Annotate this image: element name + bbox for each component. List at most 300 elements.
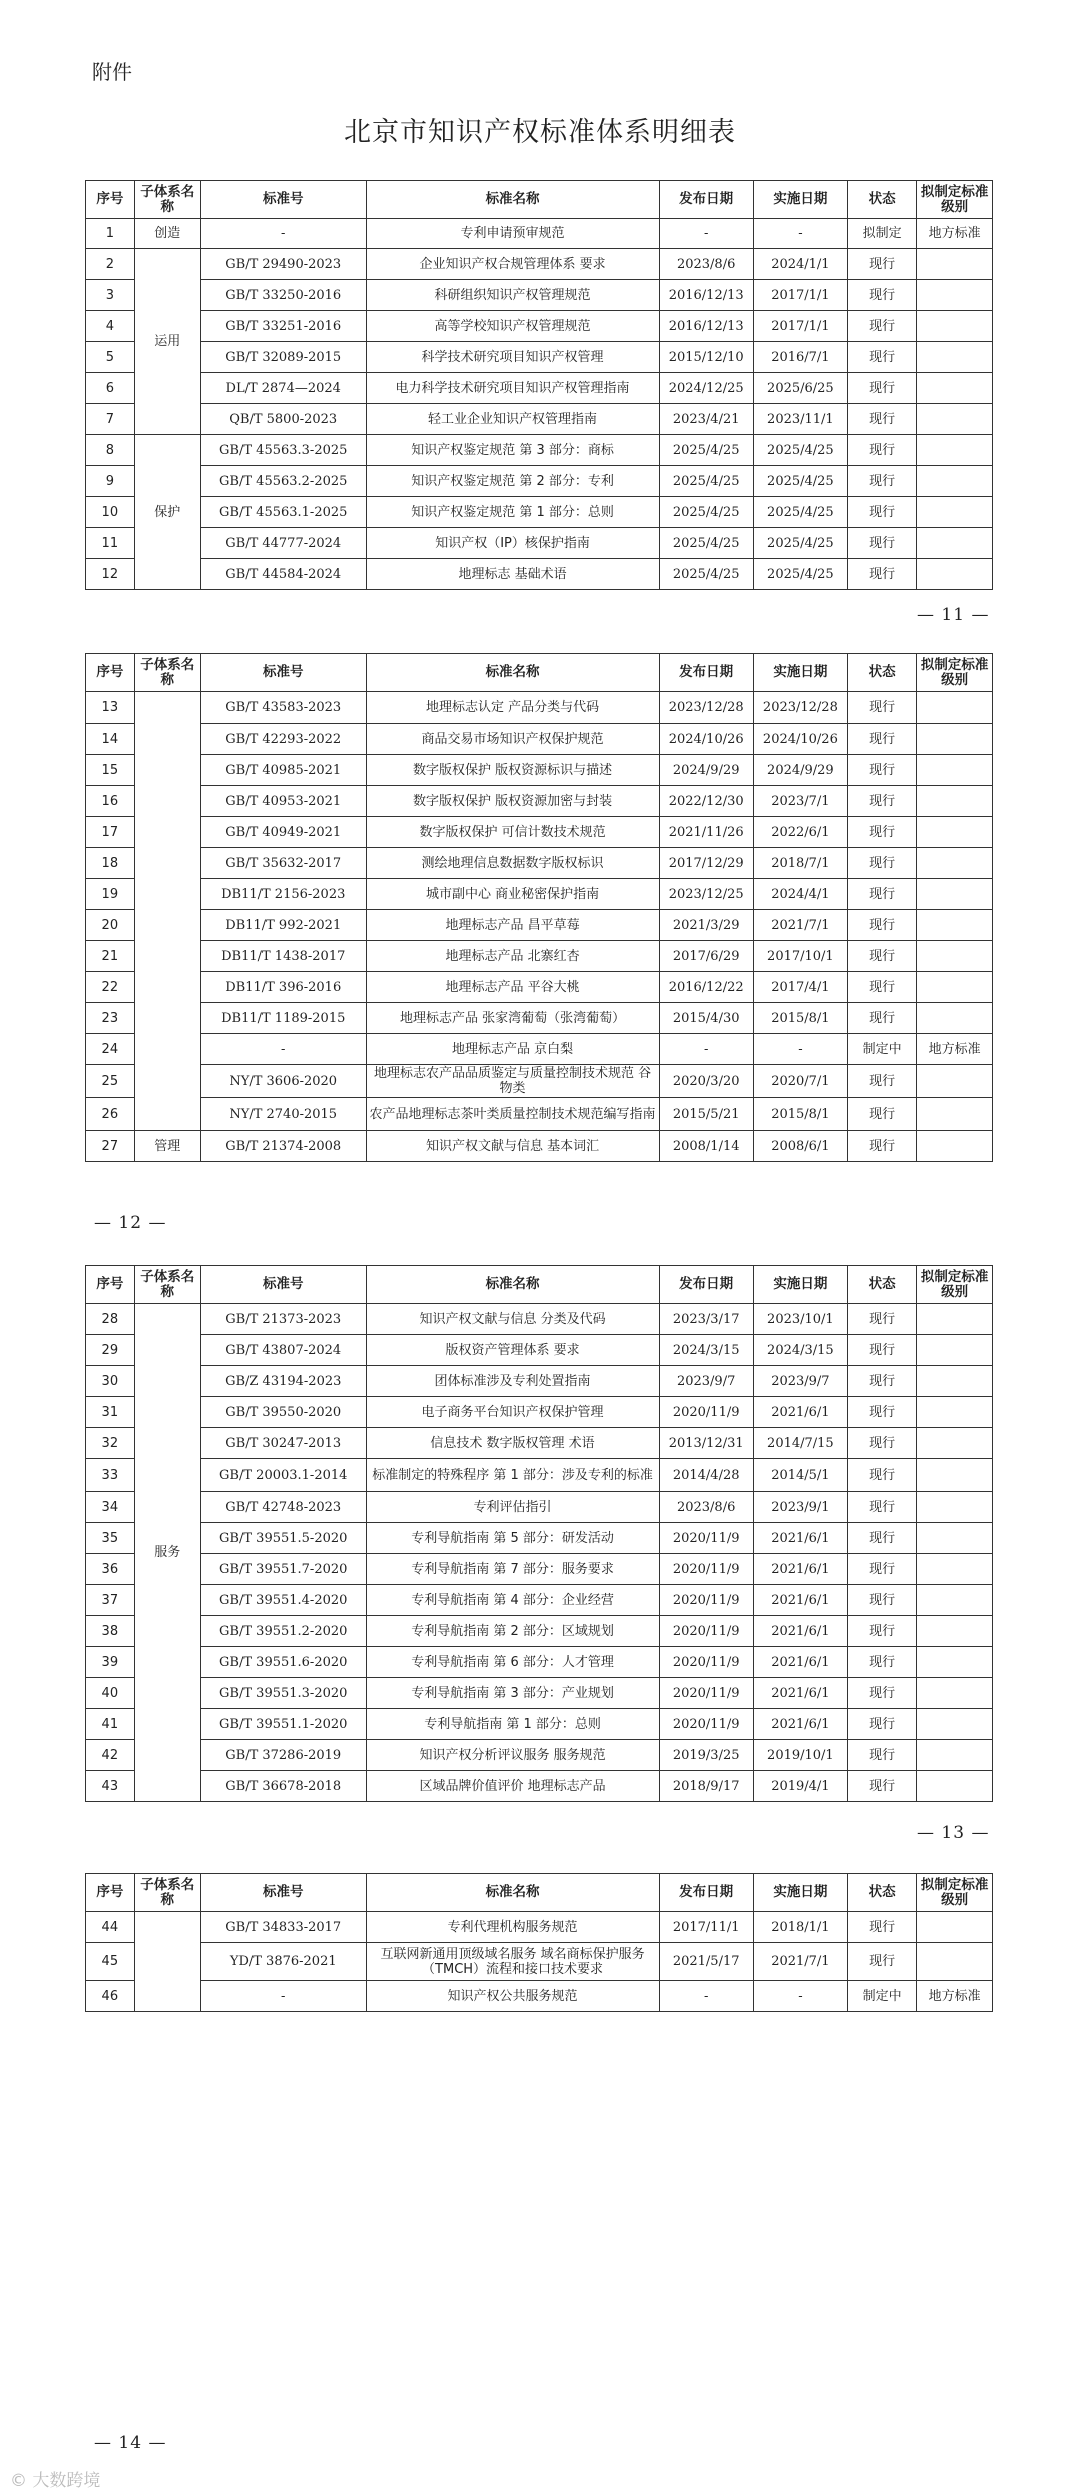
standard-code-cell: DL/T 2874—2024 [200,373,366,404]
seq-cell: 37 [86,1585,135,1616]
implement-date-cell: 2025/4/25 [753,559,847,590]
table-row [86,404,993,435]
standard-code-cell: GB/T 37286-2019 [200,1740,366,1771]
standard-code-cell: GB/T 40953-2021 [200,786,366,817]
seq-cell: 20 [86,910,135,941]
level-cell [917,1304,993,1335]
publish-date-cell: 2024/9/29 [659,755,753,786]
standard-code-cell: DB11/T 1189-2015 [200,1003,366,1034]
standard-code-cell: GB/T 42748-2023 [200,1492,366,1523]
standard-code-cell: GB/T 39550-2020 [200,1397,366,1428]
table-row [86,941,993,972]
table-row [86,1065,993,1098]
implement-date-cell: 2018/7/1 [753,848,847,879]
table-row [86,559,993,590]
standard-name-cell: 数字版权保护 版权资源标识与描述 [366,755,659,786]
status-cell: 现行 [848,724,917,755]
header-pub: 发布日期 [659,1266,753,1304]
seq-cell: 26 [86,1098,135,1131]
standard-name-cell: 区域品牌价值评价 地理标志产品 [366,1771,659,1802]
seq-cell: 45 [86,1943,135,1981]
table-header-row [86,1874,993,1912]
header-level: 拟制定标准级别 [917,1874,993,1912]
standard-code-cell: DB11/T 992-2021 [200,910,366,941]
standard-code-cell: GB/T 33251-2016 [200,311,366,342]
seq-cell: 27 [86,1131,135,1162]
standard-name-cell: 地理标志认定 产品分类与代码 [366,692,659,724]
seq-cell: 21 [86,941,135,972]
standard-name-cell: 科研组织知识产权管理规范 [366,280,659,311]
publish-date-cell: 2023/4/21 [659,404,753,435]
standards-table-3 [85,1265,993,1802]
status-cell: 现行 [848,1585,917,1616]
table-row [86,1912,993,1943]
subsystem-cell [134,1912,200,2012]
standard-name-cell: 地理标志 基础术语 [366,559,659,590]
standard-code-cell: NY/T 3606-2020 [200,1065,366,1098]
standard-name-cell: 版权资产管理体系 要求 [366,1335,659,1366]
publish-date-cell: 2023/8/6 [659,249,753,280]
level-cell [917,1492,993,1523]
implement-date-cell: 2021/6/1 [753,1647,847,1678]
publish-date-cell: 2023/8/6 [659,1492,753,1523]
standard-code-cell: GB/T 39551.4-2020 [200,1585,366,1616]
level-cell [917,848,993,879]
level-cell [917,817,993,848]
table-row [86,1709,993,1740]
seq-cell: 8 [86,435,135,466]
standard-name-cell: 知识产权分析评议服务 服务规范 [366,1740,659,1771]
seq-cell: 10 [86,497,135,528]
standard-code-cell: GB/T 43807-2024 [200,1335,366,1366]
seq-cell: 34 [86,1492,135,1523]
publish-date-cell: 2024/3/15 [659,1335,753,1366]
header-sub: 子体系名称 [134,1874,200,1912]
implement-date-cell: 2017/10/1 [753,941,847,972]
publish-date-cell: 2023/3/17 [659,1304,753,1335]
table-row [86,1771,993,1802]
standard-code-cell: GB/T 21373-2023 [200,1304,366,1335]
header-pub: 发布日期 [659,654,753,692]
status-cell: 现行 [848,1943,917,1981]
standard-name-cell: 专利导航指南 第 4 部分：企业经营 [366,1585,659,1616]
implement-date-cell: 2021/7/1 [753,910,847,941]
table-row [86,1335,993,1366]
level-cell [917,755,993,786]
seq-cell: 31 [86,1397,135,1428]
header-level: 拟制定标准级别 [917,1266,993,1304]
level-cell [917,941,993,972]
header-code: 标准号 [200,1874,366,1912]
header-impl: 实施日期 [753,181,847,219]
standard-name-cell: 专利导航指南 第 2 部分：区域规划 [366,1616,659,1647]
standard-name-cell: 知识产权公共服务规范 [366,1981,659,2012]
status-cell: 现行 [848,1709,917,1740]
standard-code-cell: NY/T 2740-2015 [200,1098,366,1131]
page-number-12: — 12 — [94,1213,167,1233]
seq-cell: 39 [86,1647,135,1678]
level-cell [917,404,993,435]
standard-name-cell: 专利代理机构服务规范 [366,1912,659,1943]
table-row [86,373,993,404]
level-cell: 地方标准 [917,1034,993,1065]
publish-date-cell: 2019/3/25 [659,1740,753,1771]
standard-code-cell: GB/T 39551.2-2020 [200,1616,366,1647]
publish-date-cell: 2025/4/25 [659,466,753,497]
table-row [86,848,993,879]
standard-name-cell: 高等学校知识产权管理规范 [366,311,659,342]
status-cell: 现行 [848,466,917,497]
table-row [86,1397,993,1428]
standard-name-cell: 专利导航指南 第 7 部分：服务要求 [366,1554,659,1585]
table-row [86,528,993,559]
implement-date-cell: 2016/7/1 [753,342,847,373]
header-seq: 序号 [86,1266,135,1304]
status-cell: 现行 [848,910,917,941]
standard-code-cell: DB11/T 2156-2023 [200,879,366,910]
seq-cell: 6 [86,373,135,404]
status-cell: 现行 [848,404,917,435]
header-impl: 实施日期 [753,1266,847,1304]
standard-code-cell: GB/T 39551.7-2020 [200,1554,366,1585]
header-level: 拟制定标准级别 [917,654,993,692]
header-pub: 发布日期 [659,181,753,219]
standard-code-cell: GB/T 44584-2024 [200,559,366,590]
implement-date-cell: 2025/6/25 [753,373,847,404]
subsystem-cell [134,692,200,1131]
implement-date-cell: 2019/10/1 [753,1740,847,1771]
table-row [86,1585,993,1616]
publish-date-cell: 2018/9/17 [659,1771,753,1802]
status-cell: 现行 [848,249,917,280]
header-level: 拟制定标准级别 [917,181,993,219]
level-cell [917,1366,993,1397]
level-cell [917,435,993,466]
level-cell [917,1912,993,1943]
status-cell: 现行 [848,972,917,1003]
standard-code-cell: - [200,1981,366,2012]
annex-label: 附件 [92,60,132,84]
standard-code-cell: GB/T 39551.1-2020 [200,1709,366,1740]
status-cell: 现行 [848,1912,917,1943]
seq-cell: 23 [86,1003,135,1034]
publish-date-cell: 2015/4/30 [659,1003,753,1034]
status-cell: 现行 [848,311,917,342]
implement-date-cell: 2025/4/25 [753,466,847,497]
implement-date-cell: 2017/4/1 [753,972,847,1003]
level-cell [917,1678,993,1709]
level-cell [917,497,993,528]
seq-cell: 44 [86,1912,135,1943]
table-row [86,724,993,755]
seq-cell: 4 [86,311,135,342]
table-row [86,1554,993,1585]
standard-name-cell: 数字版权保护 可信计数技术规范 [366,817,659,848]
standard-name-cell: 知识产权鉴定规范 第 1 部分：总则 [366,497,659,528]
table-row [86,1943,993,1981]
header-name: 标准名称 [366,1874,659,1912]
header-code: 标准号 [200,654,366,692]
header-state: 状态 [848,654,917,692]
level-cell [917,724,993,755]
standard-code-cell: QB/T 5800-2023 [200,404,366,435]
status-cell: 现行 [848,1065,917,1098]
implement-date-cell: 2022/6/1 [753,817,847,848]
status-cell: 现行 [848,1523,917,1554]
standard-name-cell: 标准制定的特殊程序 第 1 部分：涉及专利的标准 [366,1459,659,1492]
status-cell: 现行 [848,1098,917,1131]
header-pub: 发布日期 [659,1874,753,1912]
status-cell: 制定中 [848,1981,917,2012]
implement-date-cell: 2023/12/28 [753,692,847,724]
implement-date-cell: 2021/6/1 [753,1678,847,1709]
standard-name-cell: 地理标志产品 平谷大桃 [366,972,659,1003]
seq-cell: 40 [86,1678,135,1709]
standard-name-cell: 企业知识产权合规管理体系 要求 [366,249,659,280]
table-row [86,1098,993,1131]
implement-date-cell: 2024/3/15 [753,1335,847,1366]
publish-date-cell: 2020/11/9 [659,1709,753,1740]
table-row [86,1647,993,1678]
status-cell: 现行 [848,941,917,972]
implement-date-cell: - [753,219,847,249]
table-row [86,755,993,786]
publish-date-cell: 2025/4/25 [659,559,753,590]
standard-name-cell: 商品交易市场知识产权保护规范 [366,724,659,755]
status-cell: 现行 [848,559,917,590]
publish-date-cell: 2023/12/28 [659,692,753,724]
seq-cell: 12 [86,559,135,590]
standard-name-cell: 互联网新通用顶级域名服务 域名商标保护服务（TMCH）流程和接口技术要求 [366,1943,659,1981]
status-cell: 现行 [848,1554,917,1585]
standard-name-cell: 知识产权鉴定规范 第 3 部分：商标 [366,435,659,466]
standard-code-cell: GB/T 39551.6-2020 [200,1647,366,1678]
seq-cell: 7 [86,404,135,435]
implement-date-cell: 2021/6/1 [753,1523,847,1554]
table-header-row [86,654,993,692]
implement-date-cell: 2021/6/1 [753,1616,847,1647]
publish-date-cell: 2017/6/29 [659,941,753,972]
standard-code-cell: GB/T 21374-2008 [200,1131,366,1162]
standard-name-cell: 测绘地理信息数据数字版权标识 [366,848,659,879]
implement-date-cell: 2020/7/1 [753,1065,847,1098]
table-row [86,1366,993,1397]
standard-name-cell: 地理标志产品 京白梨 [366,1034,659,1065]
status-cell: 现行 [848,817,917,848]
table-row [86,1616,993,1647]
subsystem-cell: 管理 [134,1131,200,1162]
table-row [86,910,993,941]
implement-date-cell: 2021/6/1 [753,1709,847,1740]
standard-code-cell: GB/T 39551.3-2020 [200,1678,366,1709]
standard-name-cell: 专利评估指引 [366,1492,659,1523]
implement-date-cell: 2014/7/15 [753,1428,847,1459]
status-cell: 拟制定 [848,219,917,249]
publish-date-cell: 2008/1/14 [659,1131,753,1162]
seq-cell: 2 [86,249,135,280]
table-row [86,1459,993,1492]
publish-date-cell: 2024/10/26 [659,724,753,755]
implement-date-cell: 2024/10/26 [753,724,847,755]
table-row [86,692,993,724]
level-cell [917,342,993,373]
implement-date-cell: 2017/1/1 [753,311,847,342]
publish-date-cell: 2020/11/9 [659,1678,753,1709]
standard-name-cell: 专利导航指南 第 5 部分：研发活动 [366,1523,659,1554]
standard-code-cell: GB/T 45563.2-2025 [200,466,366,497]
publish-date-cell: 2015/12/10 [659,342,753,373]
subsystem-cell: 服务 [134,1304,200,1802]
watermark: © 大数跨境 [10,2471,101,2491]
publish-date-cell: 2020/11/9 [659,1585,753,1616]
standard-name-cell: 地理标志农产品品质鉴定与质量控制技术规范 谷物类 [366,1065,659,1098]
header-state: 状态 [848,1266,917,1304]
header-name: 标准名称 [366,654,659,692]
level-cell [917,1098,993,1131]
status-cell: 现行 [848,1397,917,1428]
seq-cell: 43 [86,1771,135,1802]
publish-date-cell: - [659,1034,753,1065]
seq-cell: 18 [86,848,135,879]
implement-date-cell: 2015/8/1 [753,1098,847,1131]
level-cell [917,1003,993,1034]
standard-name-cell: 信息技术 数字版权管理 术语 [366,1428,659,1459]
standard-code-cell: GB/T 43583-2023 [200,692,366,724]
table-row [86,972,993,1003]
implement-date-cell: 2021/6/1 [753,1554,847,1585]
seq-cell: 29 [86,1335,135,1366]
status-cell: 现行 [848,1366,917,1397]
seq-cell: 42 [86,1740,135,1771]
publish-date-cell: 2021/3/29 [659,910,753,941]
subsystem-cell: 创造 [134,219,200,249]
standard-code-cell: GB/T 20003.1-2014 [200,1459,366,1492]
table-row [86,311,993,342]
seq-cell: 1 [86,219,135,249]
table-row [86,342,993,373]
header-code: 标准号 [200,181,366,219]
standard-name-cell: 知识产权文献与信息 基本词汇 [366,1131,659,1162]
level-cell [917,692,993,724]
publish-date-cell: 2013/12/31 [659,1428,753,1459]
publish-date-cell: - [659,1981,753,2012]
status-cell: 现行 [848,786,917,817]
level-cell [917,786,993,817]
implement-date-cell: 2017/1/1 [753,280,847,311]
seq-cell: 9 [86,466,135,497]
standard-code-cell: GB/Z 43194-2023 [200,1366,366,1397]
publish-date-cell: 2025/4/25 [659,435,753,466]
status-cell: 现行 [848,1771,917,1802]
implement-date-cell: 2015/8/1 [753,1003,847,1034]
table-row [86,249,993,280]
table-row [86,1740,993,1771]
header-name: 标准名称 [366,181,659,219]
seq-cell: 13 [86,692,135,724]
seq-cell: 28 [86,1304,135,1335]
seq-cell: 36 [86,1554,135,1585]
publish-date-cell: 2021/11/26 [659,817,753,848]
status-cell: 现行 [848,280,917,311]
seq-cell: 22 [86,972,135,1003]
standard-name-cell: 专利申请预审规范 [366,219,659,249]
header-impl: 实施日期 [753,1874,847,1912]
seq-cell: 35 [86,1523,135,1554]
table-row [86,1428,993,1459]
seq-cell: 30 [86,1366,135,1397]
page-title: 北京市知识产权标准体系明细表 [344,117,736,148]
level-cell [917,1065,993,1098]
subsystem-cell: 保护 [134,435,200,590]
level-cell: 地方标准 [917,219,993,249]
seq-cell: 38 [86,1616,135,1647]
seq-cell: 16 [86,786,135,817]
publish-date-cell: 2025/4/25 [659,497,753,528]
standard-code-cell: GB/T 30247-2013 [200,1428,366,1459]
level-cell [917,311,993,342]
seq-cell: 3 [86,280,135,311]
status-cell: 现行 [848,373,917,404]
status-cell: 现行 [848,1304,917,1335]
status-cell: 现行 [848,1740,917,1771]
implement-date-cell: 2008/6/1 [753,1131,847,1162]
level-cell [917,1523,993,1554]
status-cell: 现行 [848,1131,917,1162]
standard-name-cell: 知识产权文献与信息 分类及代码 [366,1304,659,1335]
standard-name-cell: 电子商务平台知识产权保护管理 [366,1397,659,1428]
table-row [86,1981,993,2012]
header-seq: 序号 [86,1874,135,1912]
standard-name-cell: 轻工业企业知识产权管理指南 [366,404,659,435]
table-row [86,435,993,466]
level-cell [917,1397,993,1428]
level-cell [917,1647,993,1678]
standard-name-cell: 电力科学技术研究项目知识产权管理指南 [366,373,659,404]
publish-date-cell: 2017/11/1 [659,1912,753,1943]
standard-code-cell: GB/T 36678-2018 [200,1771,366,1802]
header-seq: 序号 [86,181,135,219]
standard-code-cell: GB/T 42293-2022 [200,724,366,755]
implement-date-cell: 2018/1/1 [753,1912,847,1943]
standards-table-4 [85,1873,993,2012]
seq-cell: 5 [86,342,135,373]
standard-name-cell: 数字版权保护 版权资源加密与封装 [366,786,659,817]
publish-date-cell: 2021/5/17 [659,1943,753,1981]
publish-date-cell: 2020/3/20 [659,1065,753,1098]
table-row [86,1003,993,1034]
publish-date-cell: 2024/12/25 [659,373,753,404]
implement-date-cell: 2023/7/1 [753,786,847,817]
publish-date-cell: 2020/11/9 [659,1616,753,1647]
implement-date-cell: 2025/4/25 [753,435,847,466]
standard-code-cell: GB/T 40949-2021 [200,817,366,848]
table-row [86,786,993,817]
standard-code-cell: DB11/T 1438-2017 [200,941,366,972]
implement-date-cell: 2023/10/1 [753,1304,847,1335]
header-seq: 序号 [86,654,135,692]
status-cell: 现行 [848,1492,917,1523]
status-cell: 现行 [848,848,917,879]
table-row [86,497,993,528]
level-cell [917,1740,993,1771]
header-state: 状态 [848,1874,917,1912]
status-cell: 现行 [848,528,917,559]
header-sub: 子体系名称 [134,181,200,219]
publish-date-cell: 2017/12/29 [659,848,753,879]
standard-code-cell: GB/T 35632-2017 [200,848,366,879]
header-sub: 子体系名称 [134,654,200,692]
table-row [86,1034,993,1065]
